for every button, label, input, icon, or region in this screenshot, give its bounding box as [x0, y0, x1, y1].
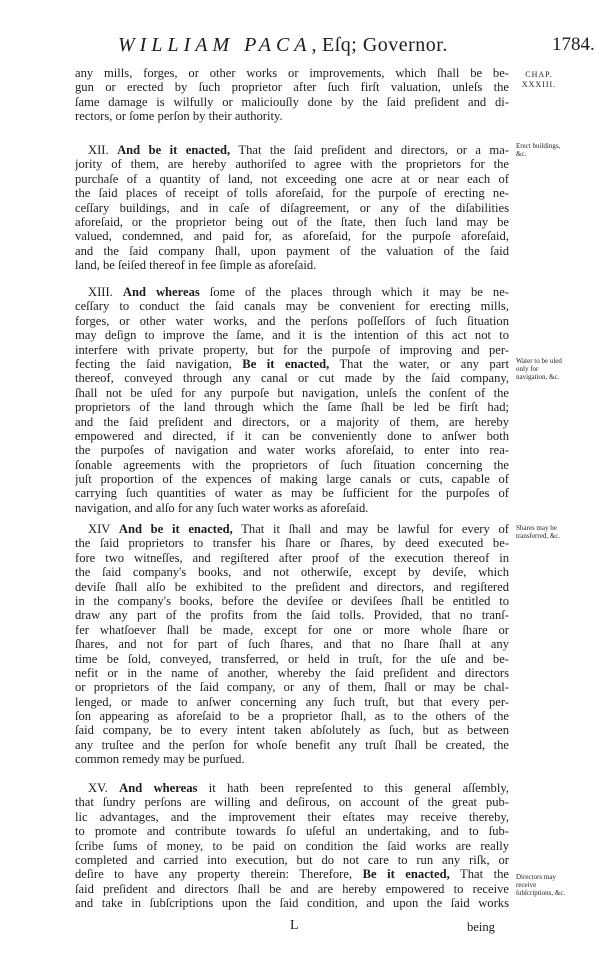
text-line: any truſtee and the perſon for whoſe benefit any truſt ſhall be created, the — [75, 737, 509, 752]
blackletter-enacting-phrase: And be it enacted, — [118, 522, 233, 536]
blackletter-enacting-phrase: And whereas — [122, 285, 200, 299]
text-line: empowered and directed, if it can be conveniently done to anſwer both — [75, 428, 509, 443]
margin-note-erect-buildings: Erect buildings, &c. — [516, 142, 561, 158]
text-line: jority of them, are hereby authoriſed to agree with the proprietors for the — [75, 157, 509, 172]
text-segment: That the — [449, 867, 509, 882]
text-line: ſonable agreements with the proprietors of ſuch ſituation concerning the — [75, 457, 509, 472]
text-segment: That the water, or any part — [329, 356, 509, 371]
text-line: the ſaid proprietors to transfer his ſhare or ſhares, by deed executed be- — [75, 536, 509, 551]
text-line: interfere with private property, but for the purpoſe of improving and per- — [75, 342, 509, 357]
text-segment: XIII. — [88, 285, 123, 299]
text-line: forges, or other water works, and the perſons poſſeſſors of ſuch ſituation — [75, 313, 509, 328]
signature-mark: L — [290, 918, 299, 933]
text-line: land, be ſeiſed thereof in fee ſimple as aforeſaid. — [75, 258, 317, 273]
text-line: the ſaid places of receipt of tolls aforeſaid, for the purpoſe of erecting ne- — [75, 186, 509, 201]
text-segment: That it ſhall and may be lawful for every of — [232, 522, 509, 536]
margin-note-directors: Directors may receive ſubſcriptions, &c. — [516, 873, 566, 897]
text-line: the ſaid company's books, and not otherwiſe, except by deviſe, which — [75, 565, 509, 580]
header-name: WILLIAM PACA, — [118, 34, 322, 56]
text-line: purchaſe of a quantity of land, not exceeding one acre at or near each of — [75, 171, 509, 186]
text-line: lenged, or made to anſwer concerning any ſuch truſt, but that every per- — [75, 694, 509, 709]
text-line: ceſſary to conduct the ſaid canals may be convenient for erecting mills, — [75, 299, 509, 314]
text-line: carrying ſuch quantities of water as may be ſufficient for the purpoſes of — [75, 486, 509, 501]
text-line: fore two witneſſes, and regiſtered after proof of the execution thereof in — [75, 550, 509, 565]
text-line: any mills, forges, or other works or improvements, which ſhall be be- — [75, 66, 509, 80]
text-line: navigation, and alſo for any ſuch water works as aforeſaid. — [75, 500, 369, 515]
text-segment: XII. — [88, 143, 118, 157]
blackletter-enacting-phrase: And be it enacted, — [117, 143, 231, 157]
text-line — [75, 143, 509, 157]
header-title: Eſq; Governor. — [322, 34, 448, 56]
text-segment: That the ſaid preſident and directors, or a ma- — [230, 143, 509, 157]
text-line: juſt proportion of the expences of making large canals or cuts, capable of — [75, 472, 509, 487]
text-line: and the ſaid preſident and directors, or a majority of them, are hereby — [75, 414, 509, 429]
text-segment: XV. — [88, 781, 120, 795]
margin-note-chapter: CHAP. XXXIII. — [521, 70, 557, 89]
text-segment: it hath been repreſented to this general aſſembly, — [197, 781, 509, 795]
paragraph-section-xii — [75, 143, 509, 273]
text-line: completed and carried into execution, but do not care to run any riſk, or — [75, 852, 509, 867]
text-line: nefit or in the name of another, whereby the ſaid preſident and directors — [75, 665, 509, 680]
blackletter-enacting-phrase: Be it enacted, — [362, 867, 450, 882]
text-line: ceſſary buildings, and in caſe of diſagreement, or any of the diſabilities — [75, 200, 509, 215]
text-line — [75, 522, 509, 536]
text-line: ſaid preſident and directors ſhall be and are hereby empowered to receive — [75, 881, 509, 896]
text-line: ſhall not be uſed for any purpoſe but navigation, unleſs the conſent of the — [75, 385, 509, 400]
text-line: ſcribe ſums of money, to be paid on condition the ſaid works are really — [75, 838, 509, 853]
text-line: gun or erected by ſuch proprietor after ſuch firſt valuation, unleſs the — [75, 80, 509, 95]
text-line: may deſign to improve the ſame, and it is the intention of this act not to — [75, 328, 509, 343]
text-line: and the ſaid company ſhall, upon payment of the valuation of the ſaid — [75, 243, 509, 258]
catchword: being — [467, 920, 495, 934]
text-line: that ſundry perſons are willing and deſirous, on account of the great pub- — [75, 795, 509, 810]
text-line: valued, condemned, and paid for, as aforeſaid, for the purpoſe aforeſaid, — [75, 229, 509, 244]
text-segment: deſire to have any property therein: Therefore, — [75, 867, 363, 882]
margin-note-water-use: Water to be uſed only for navigation, &c. — [516, 357, 562, 381]
text-line — [75, 867, 509, 881]
text-line: rectors, or ſome perſon by their authority. — [75, 109, 283, 124]
text-line: aforeſaid, or the proprietor being out of the ſtate, then ſuch land may be — [75, 214, 509, 229]
text-line: common remedy may be purſued. — [75, 752, 245, 767]
text-line: and take in ſubſcriptions upon the ſaid condition, and upon the ſaid works — [75, 896, 509, 911]
text-line: lic advantages, and the improvement their eſtates may receive thereby, — [75, 809, 509, 824]
header-year: 1784. — [552, 34, 595, 55]
text-line: proprietors of the land through which the ſame ſhall be led be firſt had; — [75, 400, 509, 415]
text-line: to promote and contribute towards ſo uſeful an undertaking, and to ſub- — [75, 824, 509, 839]
text-line: fer whatſoever ſhall be made, except for one or more whole ſhare or — [75, 622, 509, 637]
text-line — [75, 781, 509, 795]
text-line: ſaid company, be to every intent taken abſolutely as ſuch, but as between — [75, 723, 509, 738]
text-segment: XIV — [88, 522, 119, 536]
text-segment: fecting the ſaid navigation, — [75, 356, 243, 371]
paragraph-section-xiii — [75, 285, 509, 515]
text-segment: ſome of the places through which it may be ne- — [199, 285, 509, 299]
text-line: or proprietors of the ſaid company, or any of them, ſhall or may be chal- — [75, 680, 509, 695]
paragraph-section-xv — [75, 781, 509, 911]
text-line: draw any part of the profits from the ſaid tolls. Provided, that no tranſ- — [75, 608, 509, 623]
text-line: in the company's books, before the deviſee or deviſees ſhall be entitled to — [75, 593, 509, 608]
text-line: ſon appearing as aforeſaid to be a proprietor ſhall, as to the others of the — [75, 709, 509, 724]
text-line: ſhares, and not for part of ſuch ſhares, and that no ſhare ſhall at any — [75, 637, 509, 652]
text-line: ſame damage is wilfully or maliciouſly done by the ſaid preſident and di- — [75, 94, 509, 109]
blackletter-enacting-phrase: And whereas — [119, 781, 198, 795]
text-line: time be ſold, conveyed, transferred, or held in truſt, for the uſe and be- — [75, 651, 509, 666]
margin-note-shares: Shares may be transferred, &c. — [516, 524, 561, 540]
text-line: thereof, conveyed through any canal or cut made by the ſaid company, — [75, 371, 509, 386]
running-header — [0, 34, 600, 60]
paragraph-section-xiv — [75, 522, 509, 767]
text-line: deviſe ſhall alſo be exhibited to the preſident and directors, and regiſtered — [75, 579, 509, 594]
blackletter-enacting-phrase: Be it enacted, — [242, 356, 330, 371]
paragraph-continuation — [75, 66, 509, 124]
text-line: the purpoſes of navigation and water works aforeſaid, to enter into rea- — [75, 443, 509, 458]
text-line — [75, 285, 509, 299]
text-line — [75, 357, 509, 371]
